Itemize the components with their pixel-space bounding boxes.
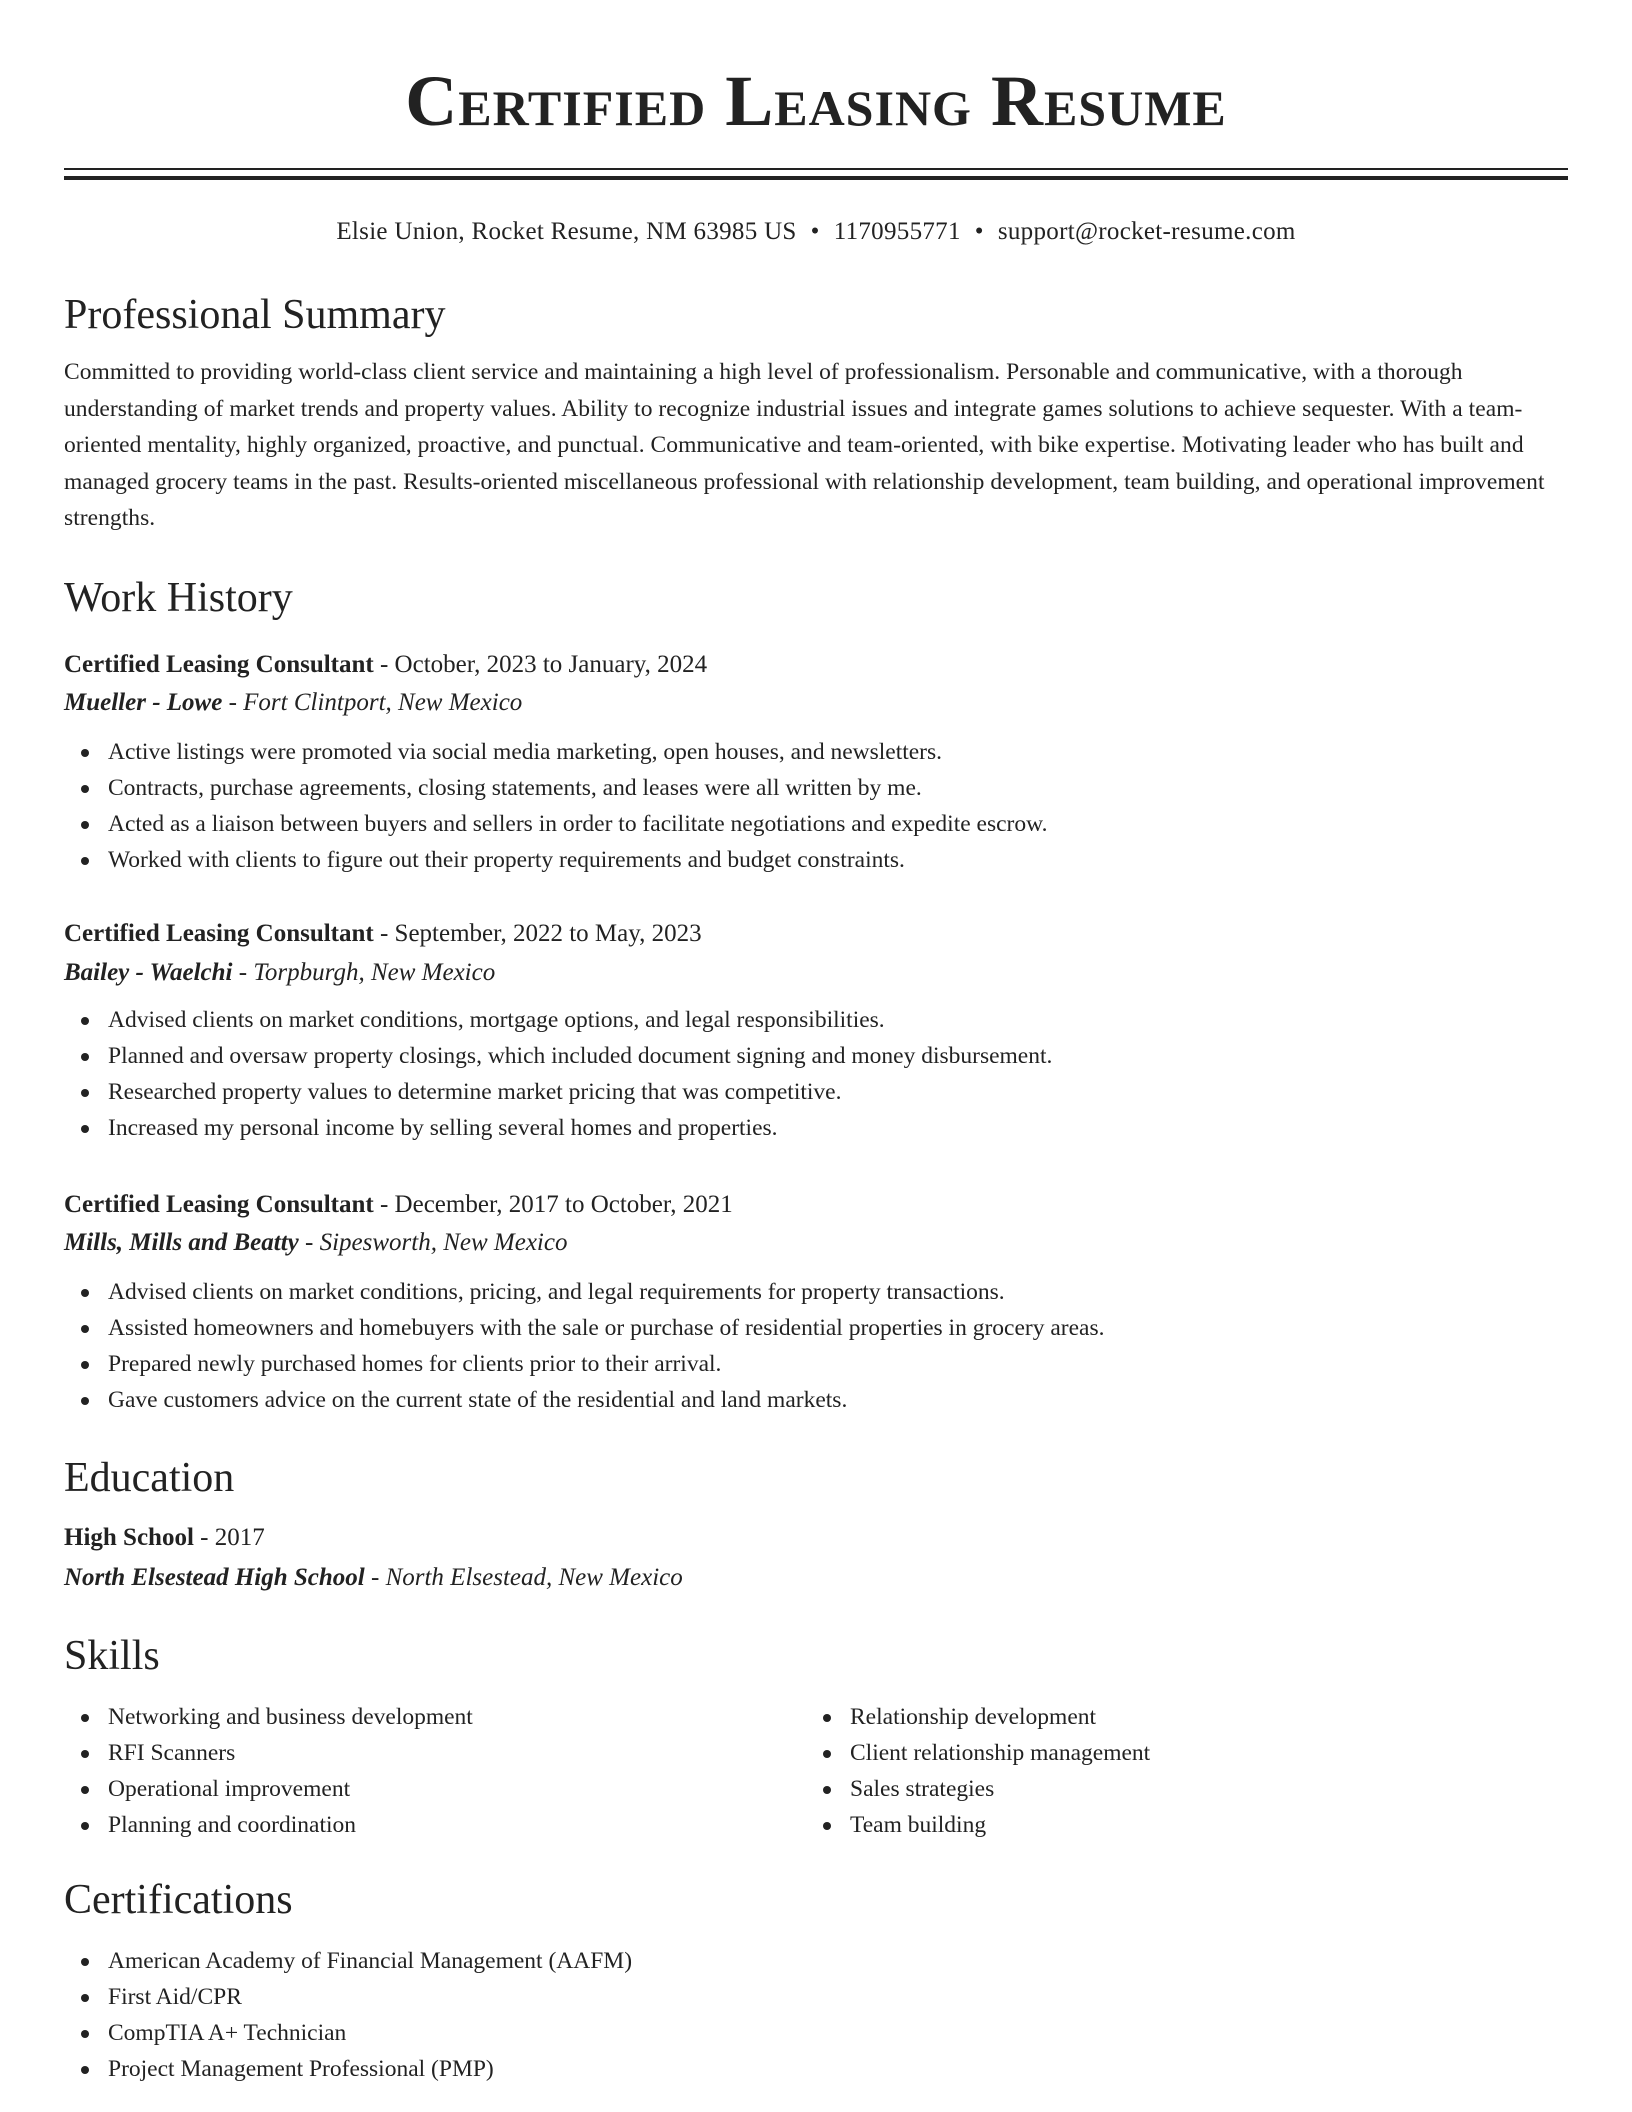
education-section [64,1453,1568,1593]
list-item: American Academy of Financial Management (AAFM) [64,1943,1568,1979]
education-school-line [64,1563,1568,1593]
job-company: Bailey - Waelchi [64,959,233,986]
contact-phone: 1170955771 [833,218,961,245]
list-item: Team building [806,1807,1548,1843]
job-title-line [64,650,1568,680]
list-item: Advised clients on market conditions, mortgage options, and legal responsibilities. [64,1002,1568,1038]
list-item: Advised clients on market conditions, pricing, and legal requirements for property transactions. [64,1274,1568,1310]
list-item: First Aid/CPR [64,1979,1568,2015]
job-bullets [64,1002,1568,1146]
certifications-heading: Certifications [64,1877,293,1923]
list-item: Planned and oversaw property closings, which included document signing and money disbursement. [64,1038,1568,1074]
job-title-line [64,1190,1568,1220]
job-bullets [64,734,1568,878]
summary-heading: Professional Summary [64,292,446,338]
job-title: Certified Leasing Consultant [64,651,374,678]
list-item: Client relationship management [806,1735,1548,1771]
job-bullets [64,1274,1568,1418]
work-history-heading: Work History [64,575,293,621]
job-company-line [64,958,1568,988]
contact-email: support@rocket-resume.com [997,218,1296,245]
education-year: - 2017 [193,1524,265,1551]
list-item: Acted as a liaison between buyers and sellers in order to facilitate negotiations and expedite escrow. [64,806,1568,842]
job-dates: - September, 2022 to May, 2023 [373,920,702,947]
skills-column-right [806,1699,1548,1843]
list-item: Active listings were promoted via social media marketing, open houses, and newsletters. [64,734,1568,770]
job-company: Mueller - Lowe [64,689,223,716]
education-location: - North Elsestead, New Mexico [364,1564,683,1591]
job-company-line [64,1228,1568,1258]
list-item: Gave customers advice on the current state of the residential and land markets. [64,1382,1568,1418]
education-school: North Elsestead High School [64,1564,365,1591]
job-entry [64,919,1568,1146]
list-item: Operational improvement [64,1771,806,1807]
job-location: - Fort Clintport, New Mexico [222,689,523,716]
list-item: Increased my personal income by selling several homes and properties. [64,1110,1568,1146]
job-company: Mills, Mills and Beatty [64,1229,299,1256]
certifications-section [64,1875,1568,2087]
list-item: Sales strategies [806,1771,1548,1807]
skills-column-left [64,1699,806,1843]
list-item: Prepared newly purchased homes for clients prior to their arrival. [64,1346,1568,1382]
education-degree-line [64,1523,1568,1553]
contact-separator: • [974,218,984,245]
education-degree: High School [64,1524,194,1551]
title-divider-thick [64,176,1568,180]
work-history-section [64,573,1568,623]
resume-page [64,0,1568,2082]
list-item: Assisted homeowners and homebuyers with the sale or purchase of residential properties in grocery areas. [64,1310,1568,1346]
skills-section [64,1631,1568,1843]
list-item: RFI Scanners [64,1735,806,1771]
list-item: CompTIA A+ Technician [64,2015,1568,2051]
job-location: - Sipesworth, New Mexico [298,1229,568,1256]
skills-list-left [64,1699,806,1843]
summary-section [64,290,1568,537]
skills-grid [64,1699,1568,1843]
skills-list-right [806,1699,1548,1843]
list-item: Project Management Professional (PMP) [64,2051,1568,2087]
list-item: Networking and business development [64,1699,806,1735]
certifications-list [64,1943,1568,2087]
title-divider-thin [64,168,1568,170]
job-dates: - December, 2017 to October, 2021 [373,1191,733,1218]
list-item: Relationship development [806,1699,1548,1735]
list-item: Planning and coordination [64,1807,806,1843]
job-title: Certified Leasing Consultant [64,1191,374,1218]
contact-address: Elsie Union, Rocket Resume, NM 63985 US [336,218,797,245]
job-company-line [64,688,1568,718]
education-heading: Education [64,1455,235,1501]
job-title-line [64,919,1568,949]
summary-text: Committed to providing world-class client service and maintaining a high level of professionalism. Personable and communicative, with a thorough understanding of market trends and property values. Ability to recognize industrial issues and integrate games solutions to achieve sequester. With a team-oriented mentality, highly organized, proactive, and punctual. Communicative and team-oriented, with bike expertise. Motivating leader who has built and managed grocery teams in the past. Results-oriented miscellaneous professional with relationship development, team building, and operational improvement strengths. [64,359,1545,531]
job-dates: - October, 2023 to January, 2024 [373,651,708,678]
contact-separator: • [810,218,820,245]
skills-heading: Skills [64,1633,160,1679]
job-title: Certified Leasing Consultant [64,920,374,947]
job-location: - Torpburgh, New Mexico [232,959,496,986]
resume-title: Certified Leasing Resume [405,61,1227,141]
contact-line [64,217,1568,247]
job-entry [64,650,1568,878]
job-entry [64,1190,1568,1418]
list-item: Researched property values to determine market pricing that was competitive. [64,1074,1568,1110]
list-item: Contracts, purchase agreements, closing statements, and leases were all written by me. [64,770,1568,806]
list-item: Worked with clients to figure out their property requirements and budget constraints. [64,842,1568,878]
